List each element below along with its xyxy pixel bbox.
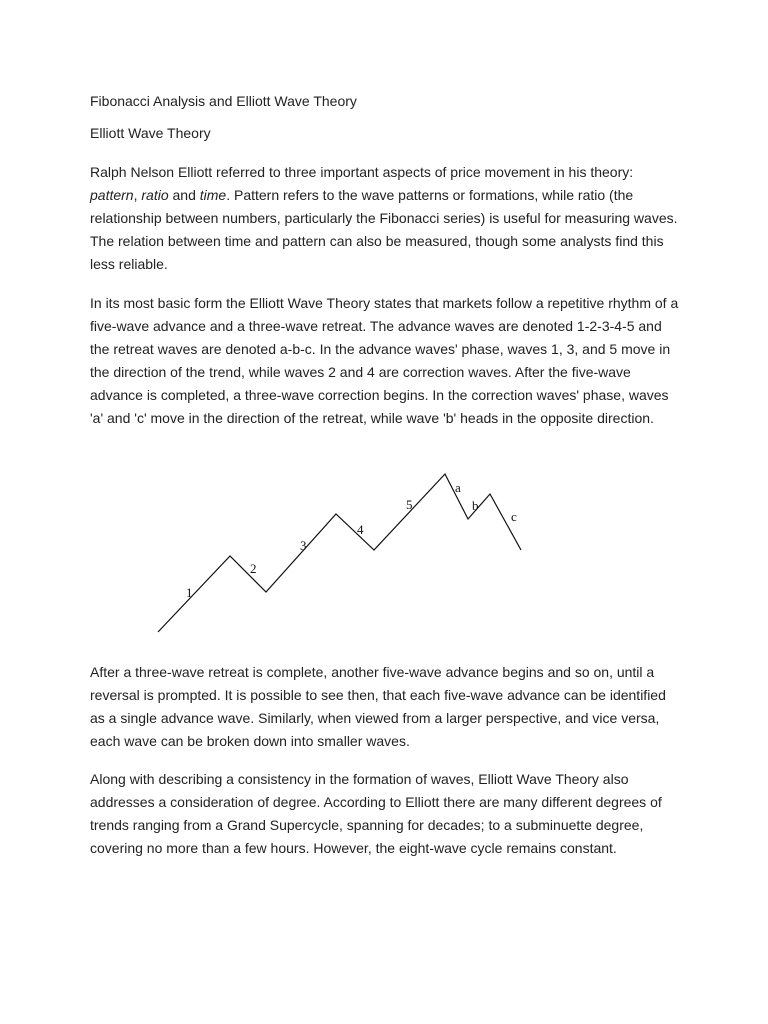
wave-label-4: 4 [357, 522, 364, 537]
section-heading: Elliott Wave Theory [90, 125, 211, 141]
italic-term-ratio: ratio [141, 187, 169, 203]
document-title: Fibonacci Analysis and Elliott Wave Theory [90, 93, 357, 109]
paragraph-degree: Along with describing a consistency in the formation of waves, Elliott Wave Theory also addresses a consideration of degree. According to Elliott there are many different degrees of trends ranging from a Grand Supercycle, spanning for decades; to a subminuette degree, covering no more than a few hours. However, the eight-wave cycle remains constant. [90, 771, 662, 856]
paragraph-text: and [168, 187, 200, 203]
paragraph-reversal: After a three-wave retreat is complete, another five-wave advance begins and so on, until a reversal is prompted. It is possible to see then, that each five-wave advance can be identified as a single advance wave. Similarly, when viewed from a larger perspective, and vice versa, each wave can be broken down into smaller waves. [90, 664, 666, 749]
wave-label-b: b [472, 498, 479, 513]
italic-term-time: time [199, 187, 227, 203]
wave-label-c: c [511, 509, 517, 524]
paragraph-text: , [133, 187, 142, 203]
italic-term-pattern: pattern [90, 187, 134, 203]
wave-label-2: 2 [250, 561, 257, 576]
wave-line [158, 474, 521, 632]
paragraph-text: . Pattern refers to the wave patterns or formations, while ratio (the relationship between numbers, particularly the Fibonacci series) is useful for measuring waves. The relation between time and pattern can also be measured, though some analysts find this less reliable. [90, 187, 678, 272]
wave-label-3: 3 [300, 538, 307, 553]
paragraph-basic-form: In its most basic form the Elliott Wave Theory states that markets follow a repetitive rhythm of a five-wave advance and a three-wave retreat. The advance waves are denoted 1-2-3-4-5 and the retreat waves are denoted a-b-c. In the advance waves' phase, waves 1, 3, and 5 move in the direction of the trend, while waves 2 and 4 are correction waves. After the five-wave advance is completed, a three-wave correction begins. In the correction waves' phase, waves 'a' and 'c' move in the direction of the retreat, while wave 'b' heads in the opposite direction. [90, 295, 679, 426]
paragraph-text: Ralph Nelson Elliott referred to three important aspects of price movement in his theory: [90, 164, 634, 180]
wave-label-1: 1 [186, 585, 193, 600]
wave-label-a: a [455, 480, 461, 495]
paragraph-aspects [90, 161, 680, 276]
wave-label-5: 5 [406, 497, 413, 512]
